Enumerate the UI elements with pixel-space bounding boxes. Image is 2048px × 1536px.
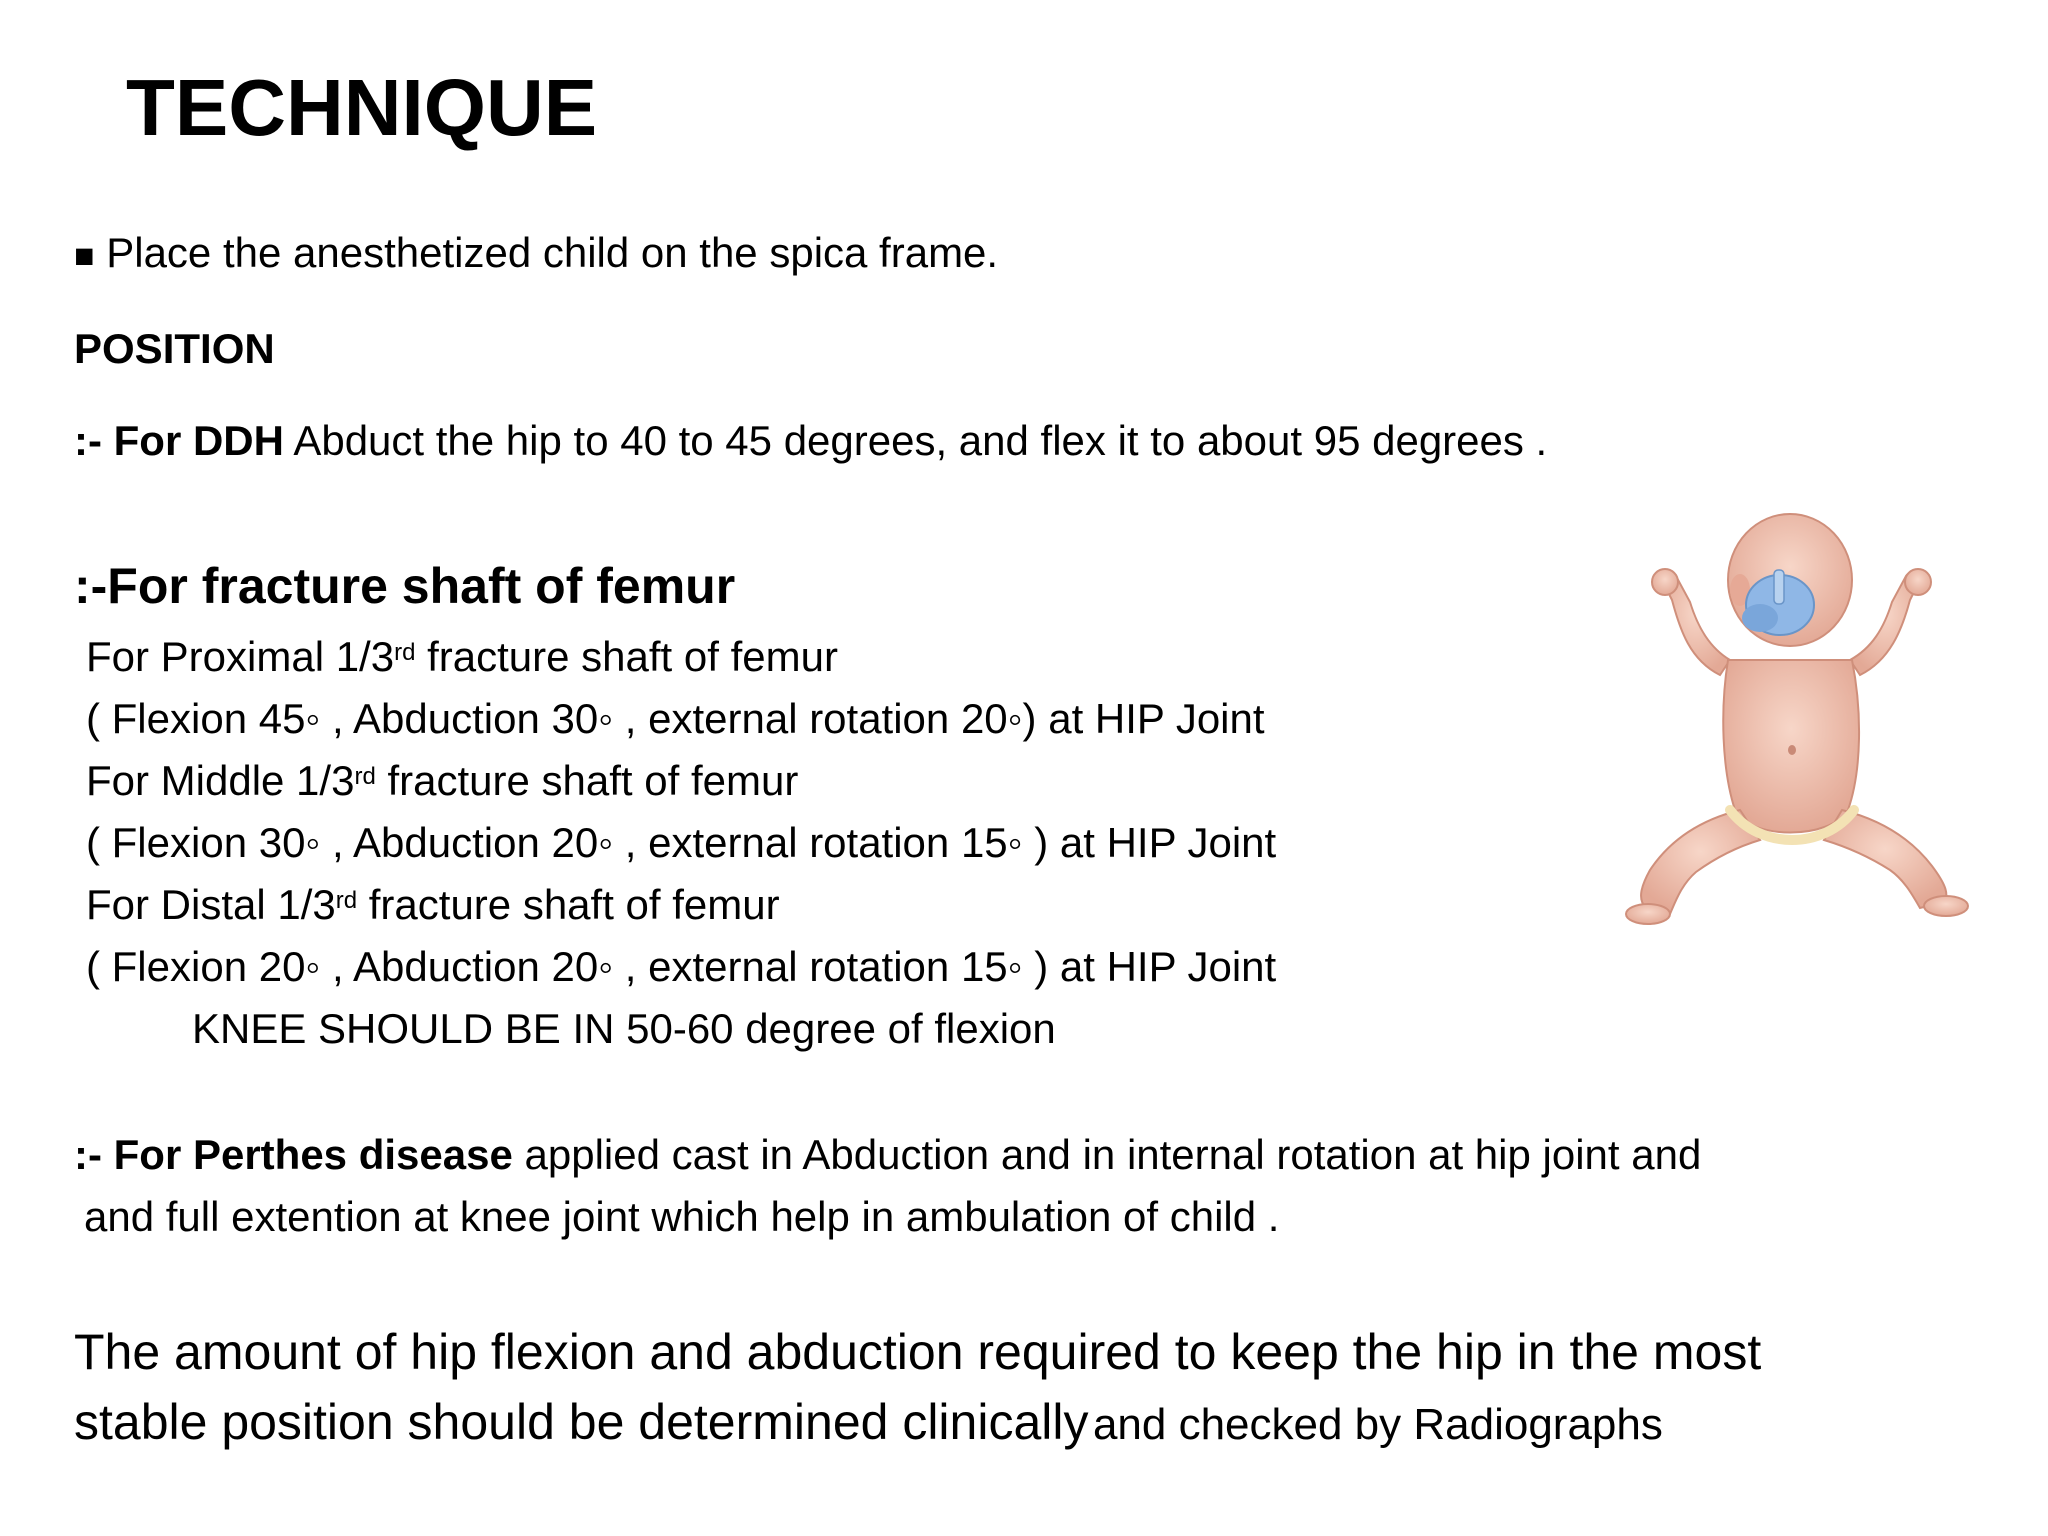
femur-heading: :-For fracture shaft of femur	[74, 558, 736, 614]
page-title: TECHNIQUE	[126, 63, 598, 152]
perthes-line-2: and full extention at knee joint which help in ambulation of child .	[84, 1193, 1280, 1240]
femur-proximal-line: For Proximal 1/3rd fracture shaft of femur	[86, 633, 838, 680]
position-heading: POSITION	[74, 325, 275, 372]
femur-distal-line: For Distal 1/3rd fracture shaft of femur	[86, 881, 780, 928]
femur-middle-line: For Middle 1/3rd fracture shaft of femur	[86, 757, 799, 804]
closing-line-2: stable position should be determined clinically and checked by Radiographs	[74, 1394, 1663, 1450]
femur-distal-angles: ( Flexion 20◦ , Abduction 20◦ , external rotation 15◦ ) at HIP Joint	[86, 943, 1277, 990]
infant-illustration	[1610, 510, 1980, 950]
perthes-prefix: :- For Perthes disease	[74, 1131, 513, 1178]
bullet-text: Place the anesthetized child on the spica frame.	[106, 229, 999, 276]
ddh-prefix: :- For DDH	[74, 417, 284, 464]
closing-line-1: The amount of hip flexion and abduction required to keep the hip in the most	[74, 1324, 1762, 1380]
square-bullet-icon: ■	[74, 237, 95, 275]
ddh-line	[74, 416, 1547, 466]
femur-middle-angles: ( Flexion 30◦ , Abduction 20◦ , external rotation 15◦ ) at HIP Joint	[86, 819, 1277, 866]
knee-note: KNEE SHOULD BE IN 50-60 degree of flexion	[192, 1005, 1056, 1052]
femur-proximal-angles: ( Flexion 45◦ , Abduction 30◦ , external rotation 20◦) at HIP Joint	[86, 695, 1265, 742]
ddh-text: Abduct the hip to 40 to 45 degrees, and flex it to about 95 degrees .	[293, 417, 1548, 464]
bullet-line	[74, 228, 998, 281]
perthes-line-1: :- For Perthes disease applied cast in Abduction and in internal rotation at hip joint and	[74, 1131, 1702, 1178]
